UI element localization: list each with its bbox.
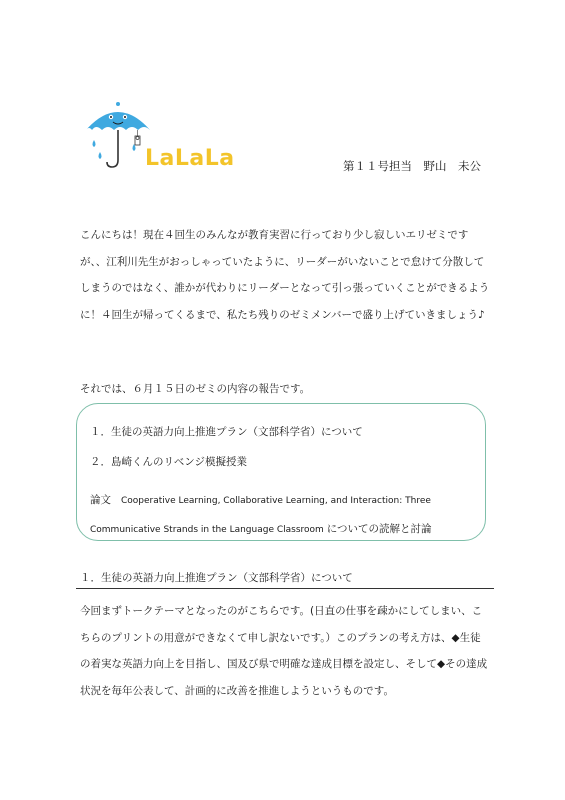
paper-title: Cooperative Learning, Collaborative Learning, and Interaction: Three Communicative Strands in the Language Classroom xyxy=(90,496,431,535)
report-lead: それでは、６月１５日のゼミの内容の報告です。 xyxy=(80,383,311,395)
agenda-box xyxy=(76,403,486,541)
logo-wordmark: LaLaLa xyxy=(145,146,235,171)
agenda-item-3-label: 論文 xyxy=(90,494,111,506)
section-1-heading: １．生徒の英語力向上推進プラン（文部科学省）について xyxy=(76,568,494,589)
agenda-item-3 xyxy=(90,486,485,544)
issue-author-line: 第１１号担当 野山 未公 xyxy=(343,159,481,173)
agenda-item-1: １．生徒の英語力向上推進プラン（文部科学省）について xyxy=(90,426,363,438)
agenda-item-3-tail: についての読解と討論 xyxy=(326,523,432,535)
agenda-item-2: ２．島崎くんのリベンジ模擬授業 xyxy=(90,456,248,468)
intro-paragraph: こんにちは！現在４回生のみんなが教育実習に行っており少し寂しいエリゼミですが、、江利川先生がおっしゃっていたように、リーダーがいないことで怠けて分散してしまうのではなく、誰かが代わりにリーダーとなって引っ張っていくことができるように！４回生が帰ってくるまで、私たち残りのゼミメンバーで盛り上げていきましょう♪ xyxy=(80,229,490,321)
section-1-body: 今回まずトークテーマとなったのがこちらです。(日直の仕事を疎かにしてしまい、こちらのプリントの用意ができなくて申し訳ないです。）このプランの考え方は、◆生徒の着実な英語力向上を目指し、国及び県で明確な達成目標を設定し、そして◆その達成状況を毎年公表して、計画的に改善を推進しようというものです。 xyxy=(80,605,488,697)
